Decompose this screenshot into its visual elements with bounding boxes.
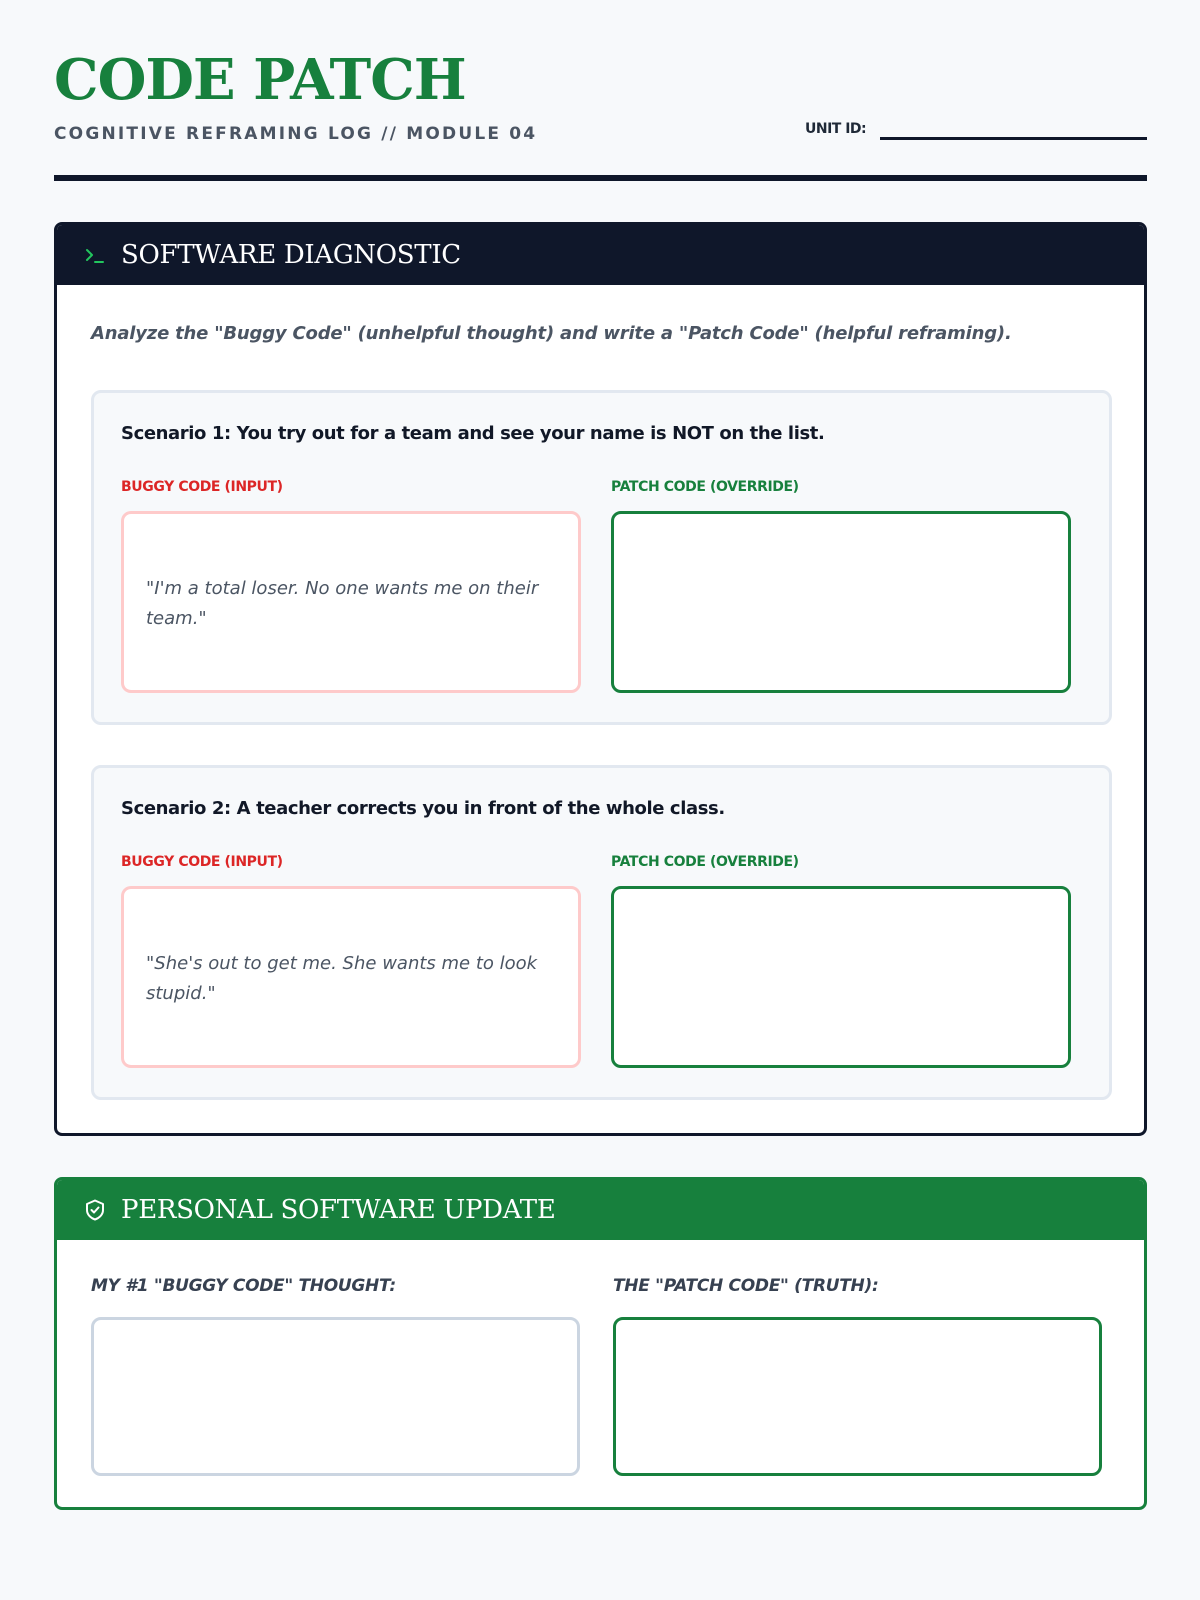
personal-update-title: PERSONAL SOFTWARE UPDATE — [121, 1195, 556, 1225]
software-diagnostic-card — [54, 222, 1147, 1136]
header-divider — [54, 175, 1147, 181]
buggy-code-text: "I'm a total loser. No one wants me on their team." — [146, 578, 539, 629]
buggy-code-label: BUGGY CODE (INPUT) — [121, 854, 283, 870]
my-buggy-thought-label: MY #1 "BUGGY CODE" THOUGHT: — [91, 1276, 396, 1296]
patch-code-input[interactable] — [611, 511, 1071, 693]
my-buggy-thought-input[interactable] — [91, 1317, 580, 1476]
patch-code-input[interactable] — [611, 886, 1071, 1068]
scenario-card — [91, 765, 1112, 1100]
scenario-card — [91, 390, 1112, 725]
personal-update-header — [57, 1180, 1144, 1240]
terminal-icon — [83, 243, 107, 267]
page-subtitle: COGNITIVE REFRAMING LOG // MODULE 04 — [54, 124, 538, 144]
scenario-title: Scenario 2: A teacher corrects you in front of the whole class. — [121, 798, 725, 819]
patch-code-label: PATCH CODE (OVERRIDE) — [611, 479, 799, 495]
worksheet-page — [54, 0, 1147, 1296]
unit-id-label: UNIT ID: — [805, 121, 867, 137]
scenario-title: Scenario 1: You try out for a team and see your name is NOT on the list. — [121, 423, 825, 444]
my-patch-truth-label: THE "PATCH CODE" (TRUTH): — [613, 1276, 879, 1296]
page-title: CODE PATCH — [54, 47, 466, 113]
unit-id-field[interactable] — [880, 137, 1147, 140]
buggy-code-label: BUGGY CODE (INPUT) — [121, 479, 283, 495]
buggy-code-box — [121, 511, 581, 693]
shield-check-icon — [83, 1198, 107, 1222]
diagnostic-instructions: Analyze the "Buggy Code" (unhelpful thought) and write a "Patch Code" (helpful reframing). — [91, 323, 1012, 344]
patch-code-label: PATCH CODE (OVERRIDE) — [611, 854, 799, 870]
software-diagnostic-header — [57, 225, 1144, 285]
buggy-code-text: "She's out to get me. She wants me to look stupid." — [146, 953, 538, 1004]
software-diagnostic-title: SOFTWARE DIAGNOSTIC — [121, 240, 461, 270]
header — [54, 0, 1147, 182]
personal-update-card — [54, 1177, 1147, 1510]
my-patch-truth-input[interactable] — [613, 1317, 1102, 1476]
buggy-code-box — [121, 886, 581, 1068]
